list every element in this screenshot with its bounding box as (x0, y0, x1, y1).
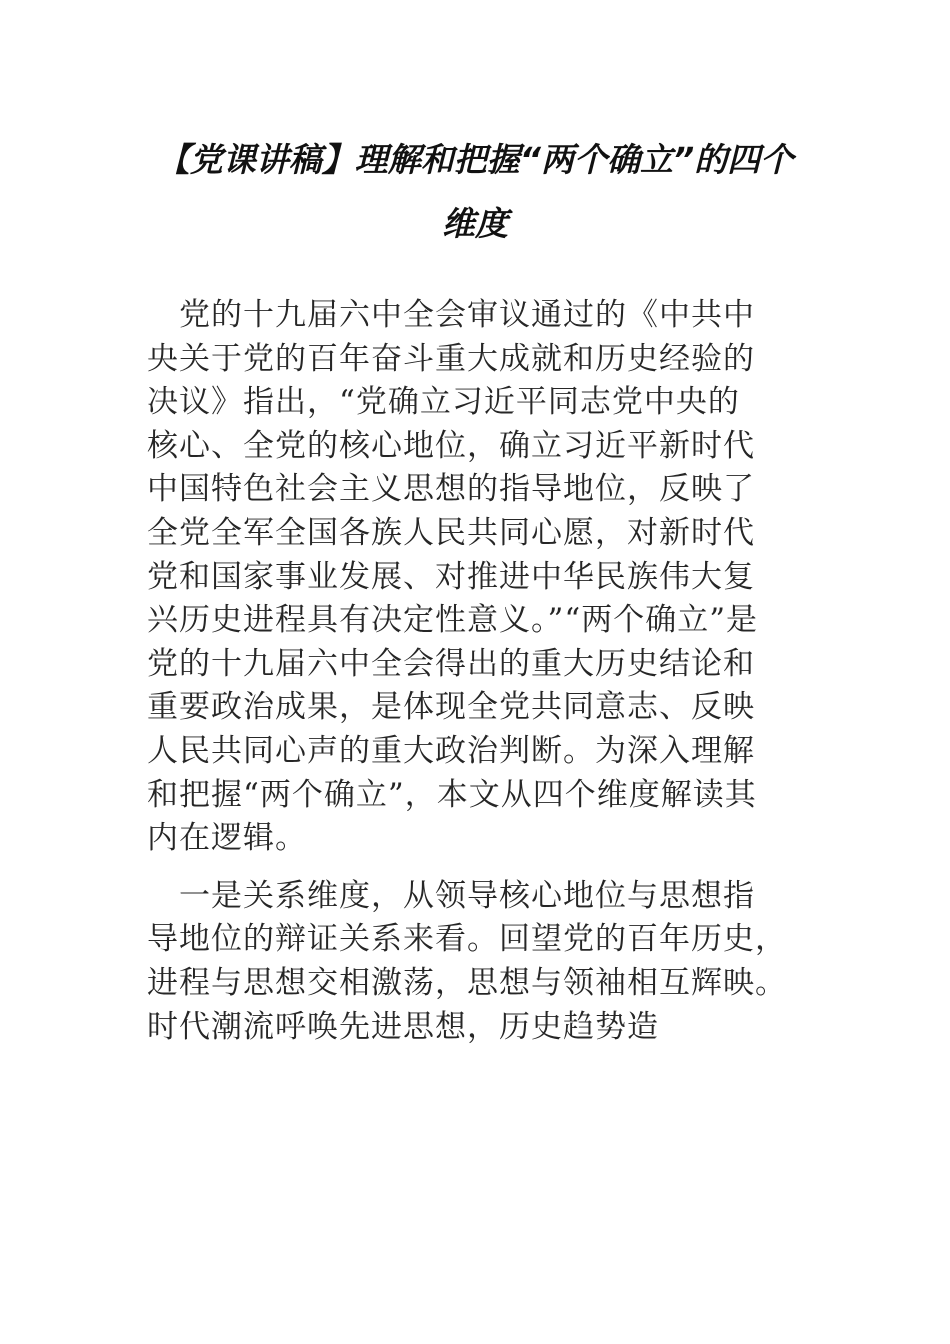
text-line: 核心、全党的核心地位，确立习近平新时代 (147, 427, 755, 464)
paragraph-dimension-one (147, 875, 847, 1049)
text-line: 央关于党的百年奋斗重大成就和历史经验的 (147, 340, 755, 377)
title-line: 维度 (442, 204, 508, 243)
text-line: 党的十九届六中全会审议通过的《中共中 (147, 297, 755, 333)
title-line: 【党课讲稿】理解和把握“两个确立”的四个 (156, 140, 794, 179)
text-line: 一是关系维度，从领导核心地位与思想指 (147, 877, 755, 914)
text-line: 和把握“两个确立”，本文从四个维度解读其 (147, 776, 757, 813)
text-line: 导地位的辩证关系来看。回望党的百年历史， (147, 921, 787, 958)
paragraph-intro (147, 294, 847, 861)
document-body (147, 294, 847, 1063)
text-line: 全党全军全国各族人民共同心愿，对新时代 (147, 514, 755, 551)
text-line: 内在逻辑。 (147, 820, 307, 857)
document-title (120, 128, 830, 256)
text-line: 人民共同心声的重大政治判断。为深入理解 (147, 732, 755, 769)
text-line: 兴历史进程具有决定性意义。”“两个确立”是 (147, 602, 759, 639)
text-line: 党和国家事业发展、对推进中华民族伟大复 (147, 558, 755, 595)
text-line: 党的十九届六中全会得出的重大历史结论和 (147, 645, 755, 682)
text-line: 中国特色社会主义思想的指导地位，反映了 (147, 471, 755, 508)
text-line: 进程与思想交相激荡，思想与领袖相互辉映。 (147, 964, 787, 1001)
text-line: 决议》指出，“党确立习近平同志党中央的 (147, 384, 740, 421)
text-line: 重要政治成果，是体现全党共同意志、反映 (147, 689, 755, 726)
text-line: 时代潮流呼唤先进思想，历史趋势造 (147, 1008, 659, 1045)
